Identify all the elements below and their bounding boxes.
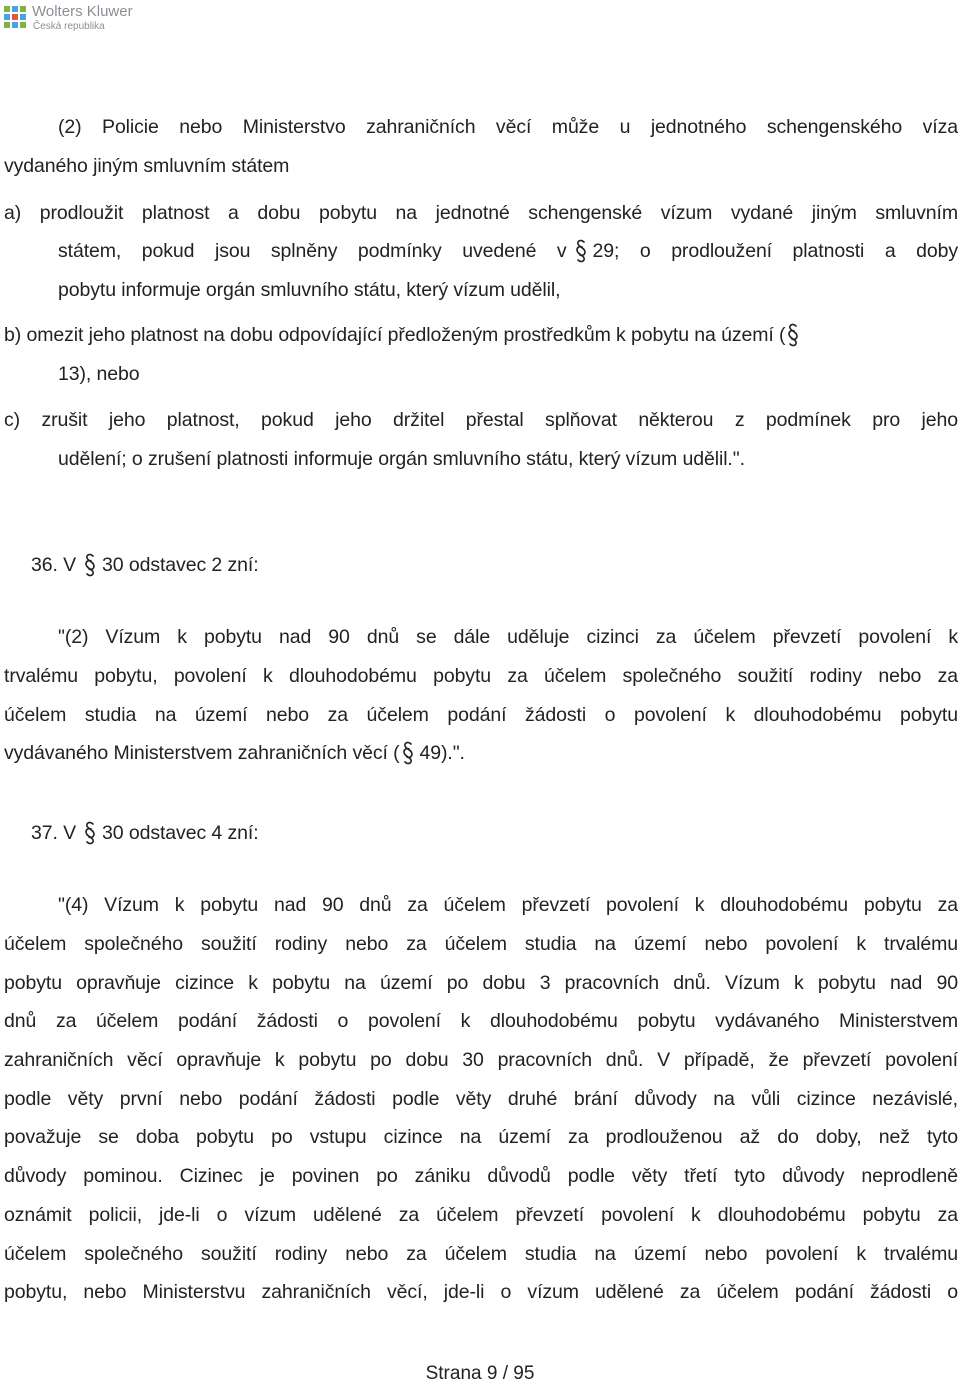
text-line: "(4) Vízum k pobytu nad 90 dnů za účelem převzetí povolení k dlouhodobému pobytu za	[58, 894, 958, 916]
section-sign-icon	[575, 239, 587, 263]
text-line: zahraničních věcí opravňuje k pobytu po dobu 30 pracovních dnů. V případě, že převzetí povolení	[4, 1049, 958, 1072]
wolters-kluwer-logo-icon	[2, 4, 28, 30]
page-number: Strana 9 / 95	[425, 1363, 535, 1384]
item-c	[4, 401, 958, 440]
text-line: účelem společného soužití rodiny nebo za účelem studia na území nebo povolení k trvalému	[4, 1242, 958, 1265]
section-sign-icon	[84, 553, 96, 577]
text-line: a) prodloužit platnost a dobu pobytu na jednotné schengenské vízum vydané jiným smluvním	[4, 202, 958, 224]
section-sign-icon	[84, 821, 96, 845]
item-a	[4, 194, 958, 233]
logo-subtitle: Česká republika	[33, 21, 105, 32]
text-line: účelem společného soužití rodiny nebo za účelem studia na území nebo povolení k trvalému	[4, 933, 958, 955]
paragraph-2	[58, 108, 958, 147]
text-segment: 30 odstavec 4 zní:	[102, 822, 259, 844]
quoted-paragraph-2-body	[4, 657, 958, 773]
text-line: pobytu opravňuje cizince k pobytu na území po dobu 3 pracovních dnů. Vízum k pobytu nad 90	[4, 971, 958, 994]
item-c-continuation	[58, 440, 958, 479]
text-line: pobytu, nebo Ministerstvu zahraničních věcí, jde-li o vízum udělené za účelem podání žádosti o	[4, 1281, 958, 1304]
text-segment: 37. V	[31, 822, 77, 844]
text-line	[31, 814, 931, 853]
text-segment: 30 odstavec 2 zní:	[102, 554, 259, 576]
text-segment: státem, pokud jsou splněny podmínky uvedené v	[58, 240, 567, 262]
text-segment: vydávaného Ministerstvem zahraničních věcí (	[4, 742, 400, 765]
text-segment: 29; o prodloužení platnosti a doby	[592, 240, 958, 262]
text-segment: 49).".	[419, 742, 465, 765]
text-line: (2) Policie nebo Ministerstvo zahraničních věcí může u jednotného schengenského víza	[58, 116, 958, 138]
section-36-heading	[31, 546, 931, 585]
text-line: oznámit policii, jde-li o vízum udělené za účelem převzetí povolení k dlouhodobému pobytu za	[4, 1203, 958, 1226]
quoted-paragraph-4	[58, 886, 958, 925]
text-segment: 36. V	[31, 554, 77, 576]
item-a-continuation	[58, 232, 958, 309]
text-line: "(2) Vízum k pobytu nad 90 dnů se dále uděluje cizinci za účelem převzetí povolení k	[58, 626, 958, 648]
publisher-logo	[2, 3, 142, 35]
text-line: vydaného jiným smluvním státem	[4, 155, 290, 177]
item-b-continuation	[58, 355, 958, 394]
text-line: podle věty první nebo podání žádosti podle věty druhé brání důvody na vůli cizince nezávislé,	[4, 1087, 958, 1110]
text-line: 13), nebo	[58, 363, 140, 385]
quoted-paragraph-4-body	[4, 925, 958, 1312]
text-line	[4, 316, 958, 355]
text-line: účelem studia na území nebo za účelem podání žádosti o povolení k dlouhodobému pobytu	[4, 703, 958, 726]
text-line	[58, 232, 958, 271]
logo-name: Wolters Kluwer	[32, 3, 133, 20]
text-line: pobytu informuje orgán smluvního státu, který vízum udělil,	[58, 278, 561, 301]
paragraph-2-continuation	[4, 147, 904, 186]
quoted-paragraph-2	[58, 618, 958, 657]
text-line: c) zrušit jeho platnost, pokud jeho držitel přestal splňovat některou z podmínek pro jeho	[4, 409, 958, 431]
text-line: dnů za účelem podání žádosti o povolení k dlouhodobému pobytu vydávaného Ministerstvem	[4, 1010, 958, 1033]
section-37-heading	[31, 814, 931, 853]
section-sign-icon	[402, 741, 414, 765]
item-b	[4, 316, 958, 355]
text-line: důvody pominou. Cizinec je povinen po zániku důvodů podle věty třetí tyto důvody neprodleně	[4, 1165, 958, 1188]
section-sign-icon	[787, 323, 799, 347]
text-line: považuje se doba pobytu po vstupu cizince na území za prodlouženou až do doby, než tyto	[4, 1126, 958, 1149]
text-line: udělení; o zrušení platnosti informuje orgán smluvního státu, který vízum udělil.".	[58, 448, 745, 470]
text-line: trvalému pobytu, povolení k dlouhodobému pobytu za účelem společného soužití rodiny nebo za	[4, 665, 958, 687]
text-line	[31, 546, 931, 585]
text-line	[4, 734, 958, 773]
text-segment: b) omezit jeho platnost na dobu odpovídající předloženým prostředkům k pobytu na území (	[4, 324, 786, 346]
